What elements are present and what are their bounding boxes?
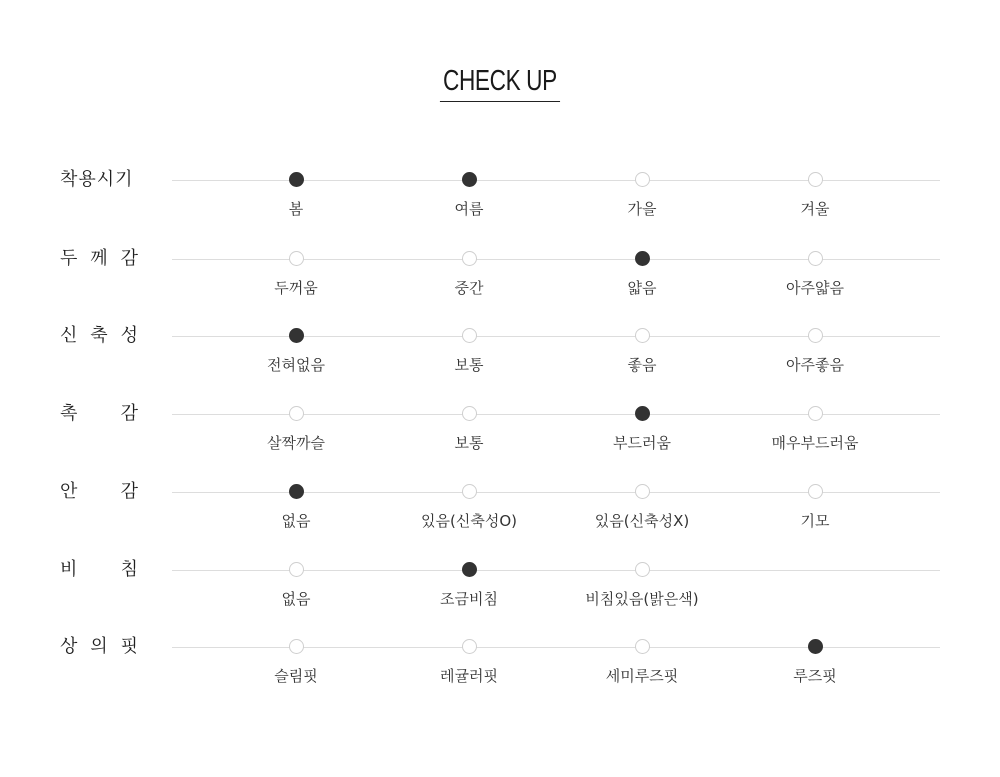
empty-circle-icon: [808, 251, 823, 266]
checkup-row: [0, 169, 1000, 240]
option-label: 부드러움: [613, 434, 671, 452]
option-label: 비침있음(밝은색): [585, 590, 699, 608]
empty-circle-icon: [462, 251, 477, 266]
row-label: 상 의 핏: [60, 636, 138, 657]
option-item: [562, 328, 722, 374]
empty-circle-icon: [635, 328, 650, 343]
option-label: 기모: [800, 512, 830, 530]
empty-circle-icon: [635, 484, 650, 499]
option-label: 중간: [454, 279, 484, 297]
option-item: [562, 251, 722, 297]
empty-circle-icon: [462, 406, 477, 421]
filled-circle-icon: [289, 172, 304, 187]
empty-circle-icon: [289, 251, 304, 266]
filled-circle-icon: [808, 639, 823, 654]
empty-circle-icon: [635, 172, 650, 187]
option-item: [389, 562, 549, 608]
option-item: [216, 328, 376, 374]
option-item: [216, 562, 376, 608]
checkup-row: [0, 403, 1000, 474]
filled-circle-icon: [462, 172, 477, 187]
filled-circle-icon: [462, 562, 477, 577]
option-label: 조금비침: [440, 590, 498, 608]
empty-circle-icon: [289, 406, 304, 421]
checkup-row: [0, 636, 1000, 707]
empty-circle-icon: [808, 328, 823, 343]
checkup-row: [0, 481, 1000, 552]
option-label: 아주얇음: [786, 279, 844, 297]
option-item: [735, 406, 895, 452]
empty-circle-icon: [808, 484, 823, 499]
option-label: 있음(신축성X): [594, 512, 690, 530]
option-label: 루즈핏: [793, 667, 837, 685]
option-item: [735, 328, 895, 374]
option-item: [389, 251, 549, 297]
option-item: [216, 639, 376, 685]
option-label: 슬림핏: [274, 667, 318, 685]
filled-circle-icon: [635, 406, 650, 421]
empty-circle-icon: [462, 639, 477, 654]
row-label: 착용시기: [60, 169, 134, 190]
option-label: 살짝까슬: [267, 434, 325, 452]
option-item: [735, 639, 895, 685]
row-label: 촉 감: [60, 403, 138, 424]
option-label: 레귤러핏: [440, 667, 498, 685]
option-label: 얇음: [627, 279, 657, 297]
option-label: 전혀없음: [267, 356, 325, 374]
row-label: 안 감: [60, 481, 138, 502]
empty-circle-icon: [289, 562, 304, 577]
option-item: [389, 172, 549, 218]
page-title: CHECK UP: [440, 62, 560, 102]
filled-circle-icon: [289, 484, 304, 499]
option-label: 보통: [454, 434, 484, 452]
row-label: 두 께 감: [60, 248, 138, 269]
option-label: 좋음: [627, 356, 657, 374]
option-item: [735, 172, 895, 218]
row-label: 신 축 성: [60, 325, 138, 346]
empty-circle-icon: [462, 484, 477, 499]
option-item: [216, 406, 376, 452]
option-item: [389, 406, 549, 452]
option-item: [562, 172, 722, 218]
checkup-row: [0, 248, 1000, 319]
empty-circle-icon: [635, 562, 650, 577]
empty-circle-icon: [808, 172, 823, 187]
option-label: 아주좋음: [786, 356, 844, 374]
option-label: 봄: [288, 200, 304, 218]
option-label: 겨울: [800, 200, 830, 218]
option-label: 세미루즈핏: [605, 667, 679, 685]
row-label: 비 침: [60, 559, 138, 580]
filled-circle-icon: [635, 251, 650, 266]
empty-circle-icon: [289, 639, 304, 654]
option-item: [562, 484, 722, 530]
page-title-wrap: [0, 62, 1000, 102]
checkup-row: [0, 559, 1000, 630]
empty-circle-icon: [462, 328, 477, 343]
checkup-row: [0, 325, 1000, 396]
option-label: 두꺼움: [274, 279, 318, 297]
filled-circle-icon: [289, 328, 304, 343]
option-item: [216, 484, 376, 530]
option-item: [735, 484, 895, 530]
option-item: [562, 639, 722, 685]
option-label: 여름: [454, 200, 484, 218]
option-item: [389, 484, 549, 530]
option-item: [216, 251, 376, 297]
option-label: 있음(신축성O): [421, 512, 517, 530]
option-item: [389, 639, 549, 685]
empty-circle-icon: [808, 406, 823, 421]
option-item: [562, 406, 722, 452]
option-item: [389, 328, 549, 374]
option-label: 가을: [627, 200, 657, 218]
empty-circle-icon: [635, 639, 650, 654]
option-label: 없음: [281, 512, 311, 530]
option-label: 매우부드러움: [771, 434, 859, 452]
option-item: [562, 562, 722, 608]
option-label: 보통: [454, 356, 484, 374]
option-label: 없음: [281, 590, 311, 608]
option-item: [216, 172, 376, 218]
option-item: [735, 251, 895, 297]
